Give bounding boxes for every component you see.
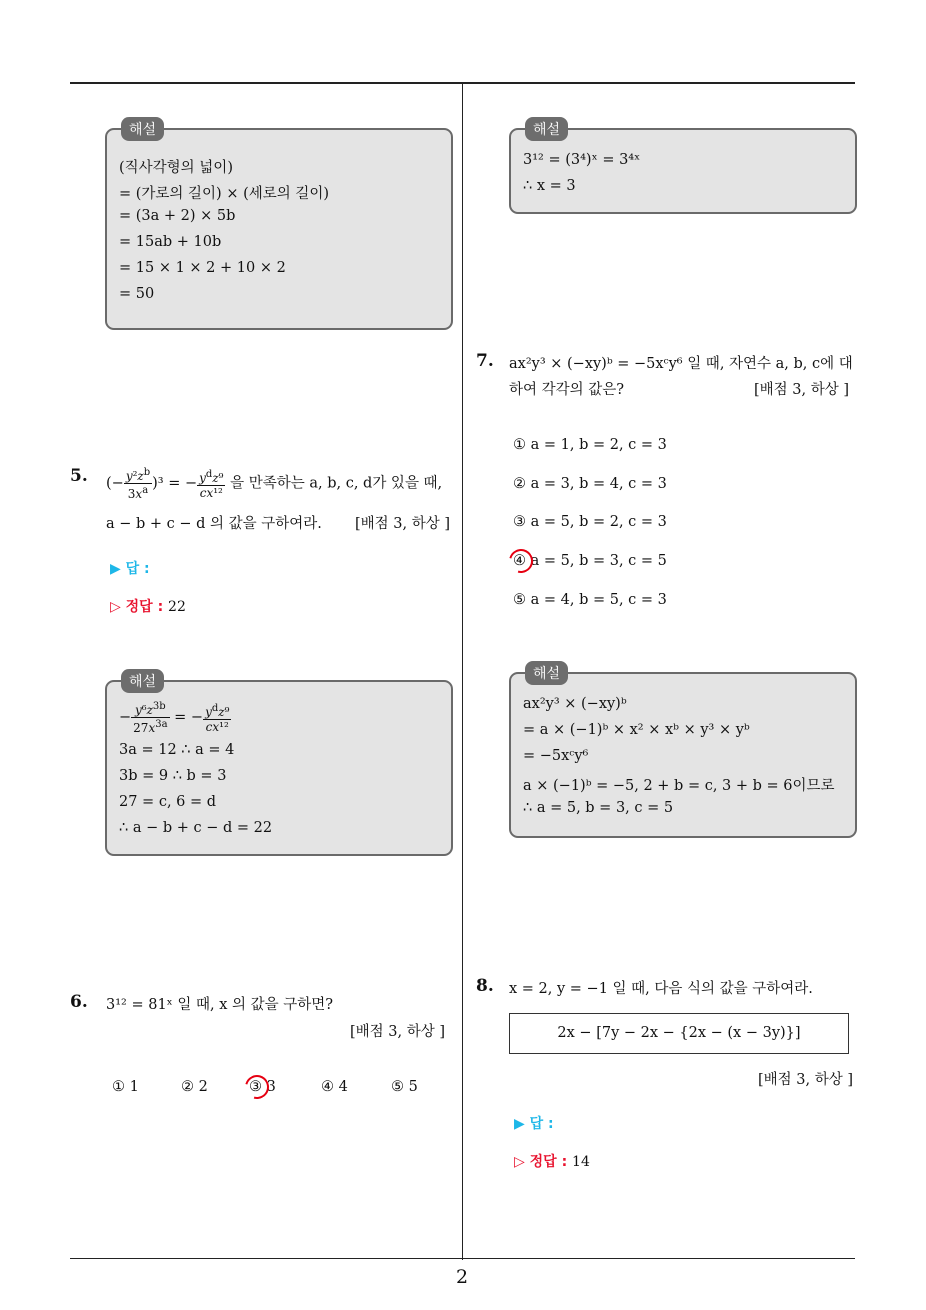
option-4[interactable]: ④ a = 5, b = 3, c = 5 xyxy=(513,553,667,569)
question-5-score: [배점 3, 하상 ] xyxy=(355,516,451,532)
solution-tag: 해설 xyxy=(525,661,568,685)
correct-label: ▷ 정답 : xyxy=(514,1154,568,1170)
solution-tag: 해설 xyxy=(121,117,164,141)
question-8-text: x = 2, y = −1 일 때, 다음 식의 값을 구하여라. xyxy=(509,981,813,997)
page-number: 2 xyxy=(456,1266,469,1288)
solution-line: ∴ a − b + c − d = 22 xyxy=(119,820,273,836)
option-4[interactable]: ④ 4 xyxy=(321,1079,348,1095)
solution-tag: 해설 xyxy=(525,117,568,141)
solution-box-q6 xyxy=(509,122,857,214)
solution-fraction-line: − $\frac{y^6z^{3b}}{27x^{3a}}$ = − $\frac{y^dz^9}{\text{cx¹²}}$ xyxy=(119,701,230,735)
correct-answer xyxy=(514,1151,590,1171)
answer-label: ▶ 답 : xyxy=(110,561,150,577)
correct-value: 14 xyxy=(572,1154,590,1170)
bottom-rule xyxy=(70,1258,855,1259)
question-5-line1-text: 을 만족하는 a, b, c, d가 있을 때, xyxy=(230,475,443,492)
question-7-line2: 하여 각각의 값은? xyxy=(509,382,625,398)
column-divider xyxy=(462,83,463,1260)
expression: 2x − [7y − 2x − {2x − (x − 3y)}] xyxy=(557,1025,801,1041)
question-number: 6. xyxy=(70,992,88,1012)
solution-box-q7 xyxy=(509,666,857,838)
correct-label: ▷ 정답 : xyxy=(110,599,164,615)
selected-answer-mark xyxy=(241,1071,274,1104)
solution-line: ax²y³ × (−xy)ᵇ xyxy=(523,696,627,712)
solution-line: 3b = 9 ∴ b = 3 xyxy=(119,768,227,784)
question-number: 7. xyxy=(476,351,494,371)
solution-line: = (가로의 길이) × (세로의 길이) xyxy=(119,186,330,202)
option-2[interactable]: ② 2 xyxy=(181,1079,208,1095)
question-5-line2: a − b + c − d 의 값을 구하여라. xyxy=(106,516,322,532)
question-number: 5. xyxy=(70,466,88,486)
solution-line: 3a = 12 ∴ a = 4 xyxy=(119,742,235,758)
solution-line: ∴ x = 3 xyxy=(523,178,576,194)
question-7-line1: ax²y³ × (−xy)ᵇ = −5xᶜy⁶ 일 때, 자연수 a, b, c에 대 xyxy=(509,356,853,372)
question-8-score: [배점 3, 하상 ] xyxy=(758,1072,854,1088)
correct-answer xyxy=(110,596,186,616)
solution-line: 3¹² = (3⁴)ˣ = 3⁴ˣ xyxy=(523,152,641,168)
option-3[interactable]: ③ 3 xyxy=(249,1079,276,1095)
option-5[interactable]: ⑤ a = 4, b = 5, c = 3 xyxy=(513,592,667,608)
question-5-line1: (− $\frac{y^2z^b}{3x^a}$ )³ = − $\frac{y^dz^9}{\text{cx¹²}}$ 을 만족하는 a, b, c, d가 있을 때, xyxy=(106,467,443,501)
solution-line: 27 = c, 6 = d xyxy=(119,794,217,810)
solution-box-q4 xyxy=(105,122,453,330)
selected-answer-mark xyxy=(505,545,538,578)
expression-box xyxy=(509,1013,849,1054)
solution-tag: 해설 xyxy=(121,669,164,693)
solution-line: = a × (−1)ᵇ × x² × xᵇ × y³ × yᵇ xyxy=(523,722,750,738)
solution-line: ∴ a = 5, b = 3, c = 5 xyxy=(523,800,674,816)
option-1[interactable]: ① 1 xyxy=(112,1079,139,1095)
question-7-score: [배점 3, 하상 ] xyxy=(754,382,850,398)
solution-line: = 15ab + 10b xyxy=(119,234,222,250)
solution-line: = 50 xyxy=(119,286,155,302)
question-6-text: 3¹² = 81ˣ 일 때, x 의 값을 구하면? xyxy=(106,997,334,1013)
solution-box-q5 xyxy=(105,674,453,856)
solution-line: = −5xᶜy⁶ xyxy=(523,748,589,764)
option-2[interactable]: ② a = 3, b = 4, c = 3 xyxy=(513,476,667,492)
answer-label: ▶ 답 : xyxy=(514,1116,554,1132)
correct-value: 22 xyxy=(168,599,186,615)
question-6-score: [배점 3, 하상 ] xyxy=(350,1024,446,1040)
option-5[interactable]: ⑤ 5 xyxy=(391,1079,418,1095)
option-1[interactable]: ① a = 1, b = 2, c = 3 xyxy=(513,437,667,453)
solution-line: a × (−1)ᵇ = −5, 2 + b = c, 3 + b = 6이므로 xyxy=(523,778,835,794)
question-number: 8. xyxy=(476,976,494,996)
solution-line: (직사각형의 넓이) xyxy=(119,160,233,176)
solution-line: = 15 × 1 × 2 + 10 × 2 xyxy=(119,260,286,276)
option-3[interactable]: ③ a = 5, b = 2, c = 3 xyxy=(513,514,667,530)
solution-line: = (3a + 2) × 5b xyxy=(119,208,236,224)
